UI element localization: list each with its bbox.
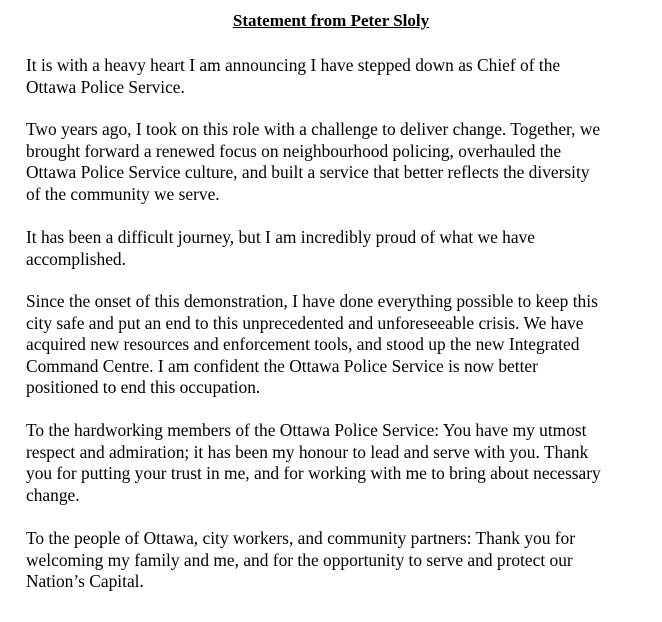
paragraph-difficult-journey [26,227,656,270]
paragraph-line: It is with a heavy heart I am announcing I have stepped down as Chief of the [26,55,561,75]
paragraph-line: accomplished. [26,248,126,269]
paragraph-line: Command Centre. I am confident the Ottawa Police Service is now better [26,355,538,376]
paragraph-line: you for putting your trust in me, and for working with me to bring about necessary [26,463,601,484]
paragraph-line: positioned to end this occupation. [26,377,261,398]
paragraph-line: It has been a difficult journey, but I am incredibly proud of what we have [26,227,535,247]
paragraph-line: welcoming my family and me, and for the opportunity to serve and protect our [26,549,573,570]
paragraph-two-years-ago [26,119,656,205]
paragraph-line: Ottawa Police Service culture, and built a service that better reflects the diversity [26,162,590,183]
paragraph-line: respect and admiration; it has been my honour to lead and serve with you. Thank [26,441,589,462]
paragraph-line: Nation’s Capital. [26,571,144,592]
paragraph-line: Ottawa Police Service. [26,76,185,97]
paragraph-announcement [26,55,656,98]
paragraph-line: Since the onset of this demonstration, I have done everything possible to keep this [26,291,598,311]
paragraph-line: of the community we serve. [26,183,220,204]
paragraph-people-of-ottawa [26,528,656,593]
paragraph-members [26,420,656,506]
paragraph-line: change. [26,484,80,505]
paragraph-demonstration [26,291,656,399]
document-title: Statement from Peter Sloly [232,11,430,30]
paragraph-line: Two years ago, I took on this role with a challenge to deliver change. Together, we [26,119,601,139]
paragraph-line: To the hardworking members of the Ottawa Police Service: You have my utmost [26,420,587,440]
paragraph-line: brought forward a renewed focus on neighbourhood policing, overhauled the [26,140,562,161]
paragraph-line: acquired new resources and enforcement tools, and stood up the new Integrated [26,334,580,355]
paragraph-line: city safe and put an end to this unprecedented and unforeseeable crisis. We have [26,312,584,333]
paragraph-line: To the people of Ottawa, city workers, and community partners: Thank you for [26,528,576,548]
